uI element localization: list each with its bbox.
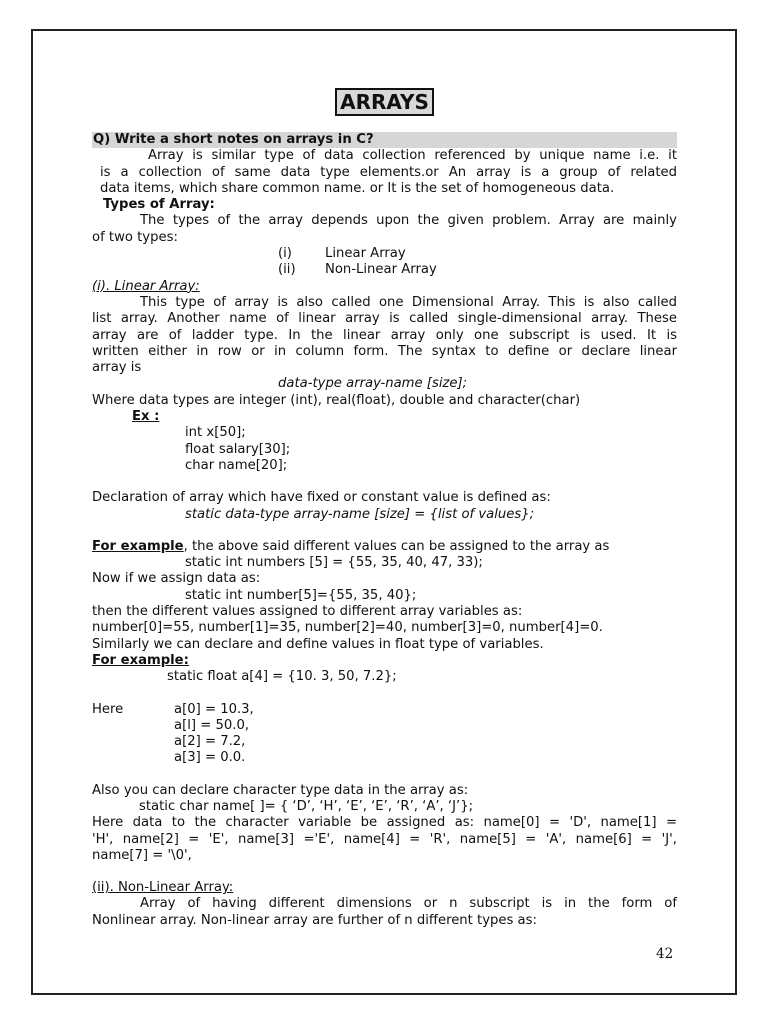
- char-assign-3: name[7] = '\0',: [92, 847, 192, 863]
- char-assign-1: Here data to the character variable be assigned as: name[0] = 'D', name[1] =: [92, 815, 677, 831]
- example2-code: static float a[4] = {10. 3, 50, 7.2};: [167, 669, 397, 685]
- intro-line-2: is a collection of same data type elements.or An array is a group of related: [100, 164, 677, 180]
- here-line: [92, 702, 677, 718]
- linear-para-4: written either in row or in column form. The syntax to define or declare linear: [92, 343, 677, 359]
- data-types-line: Where data types are integer (int), real(float), double and character(char): [92, 392, 581, 408]
- for-example-label-2: For example:: [92, 652, 189, 668]
- assignment-line: a[l] = 50.0,: [174, 717, 250, 733]
- char-array-line: Also you can declare character type data in the array as:: [92, 782, 469, 798]
- types-list-item: [92, 246, 677, 262]
- assignment-line: a[2] = 7.2,: [174, 734, 246, 750]
- page-title: ARRAYS: [335, 88, 434, 116]
- linear-array-heading: (i). Linear Array:: [92, 278, 200, 294]
- page-content: [92, 88, 677, 929]
- types-intro-2: of two types:: [92, 229, 178, 245]
- example-code-line: float salary[30];: [185, 441, 291, 457]
- intro-line-3: data items, which share common name. or It is the set of homogeneous data.: [100, 180, 615, 196]
- types-list-item: [92, 262, 677, 278]
- declaration-line: Declaration of array which have fixed or constant value is defined as:: [92, 490, 551, 506]
- assignment-line: a[0] = 10.3,: [174, 701, 254, 717]
- linear-para-2: list array. Another name of linear array is called single-dimensional array. These: [92, 311, 677, 327]
- values-intro: then the different values assigned to different array variables as:: [92, 604, 523, 620]
- example-label: Ex :: [132, 409, 160, 425]
- intro-line-1: Array is similar type of data collection referenced by unique name i.e. it: [148, 148, 677, 164]
- title-wrap: [92, 88, 677, 118]
- types-list-label: Non-Linear Array: [325, 262, 437, 278]
- nonlinear-heading: (ii). Non-Linear Array:: [92, 880, 234, 896]
- page-number: 42: [656, 946, 674, 962]
- example1-rest: , the above said different values can be assigned to the array as: [183, 538, 610, 554]
- similarly-line: Similarly we can declare and define values in float type of variables.: [92, 636, 544, 652]
- types-heading: Types of Array:: [103, 197, 215, 213]
- example1-line: [92, 539, 677, 555]
- types-list-num: (i): [278, 246, 292, 262]
- example1-code: static int numbers [5] = {55, 35, 40, 47, 33);: [185, 555, 483, 571]
- nonlinear-para-1: Array of having different dimensions or n subscript is in the form of: [140, 896, 677, 912]
- types-list-label: Linear Array: [325, 246, 406, 262]
- linear-para-5: array is: [92, 360, 142, 376]
- linear-syntax: data-type array-name [size];: [278, 376, 468, 392]
- example-code-line: int x[50];: [185, 425, 246, 441]
- assignment-line: a[3] = 0.0.: [174, 750, 246, 766]
- types-intro-1: The types of the array depends upon the given problem. Array are mainly: [140, 213, 677, 229]
- example-code-line: char name[20];: [185, 457, 288, 473]
- assign-intro: Now if we assign data as:: [92, 571, 261, 587]
- question-heading: Q) Write a short notes on arrays in C?: [92, 132, 677, 148]
- char-assign-2: 'H', name[2] = 'E', name[3] ='E', name[4] = 'R', name[5] = 'A', name[6] = 'J',: [92, 831, 677, 847]
- linear-para-3: array are of ladder type. In the linear array only one subscript is used. It is: [92, 327, 677, 343]
- types-list-num: (ii): [278, 262, 296, 278]
- here-label: Here: [92, 701, 124, 717]
- example1-code2: static int number[5]={55, 35, 40};: [185, 587, 417, 603]
- char-array-code: static char name[ ]= { ‘D’, ‘H’, ‘E’, ‘E’, ‘R’, ‘A’, ‘J’};: [139, 798, 474, 814]
- values-line: number[0]=55, number[1]=35, number[2]=40, number[3]=0, number[4]=0.: [92, 620, 603, 636]
- for-example-label: For example: [92, 538, 184, 554]
- linear-para-1: This type of array is also called one Dimensional Array. This is also called: [140, 294, 677, 310]
- nonlinear-para-2: Nonlinear array. Non-linear array are further of n different types as:: [92, 912, 537, 928]
- declaration-syntax: static data-type array-name [size] = {list of values};: [185, 506, 535, 522]
